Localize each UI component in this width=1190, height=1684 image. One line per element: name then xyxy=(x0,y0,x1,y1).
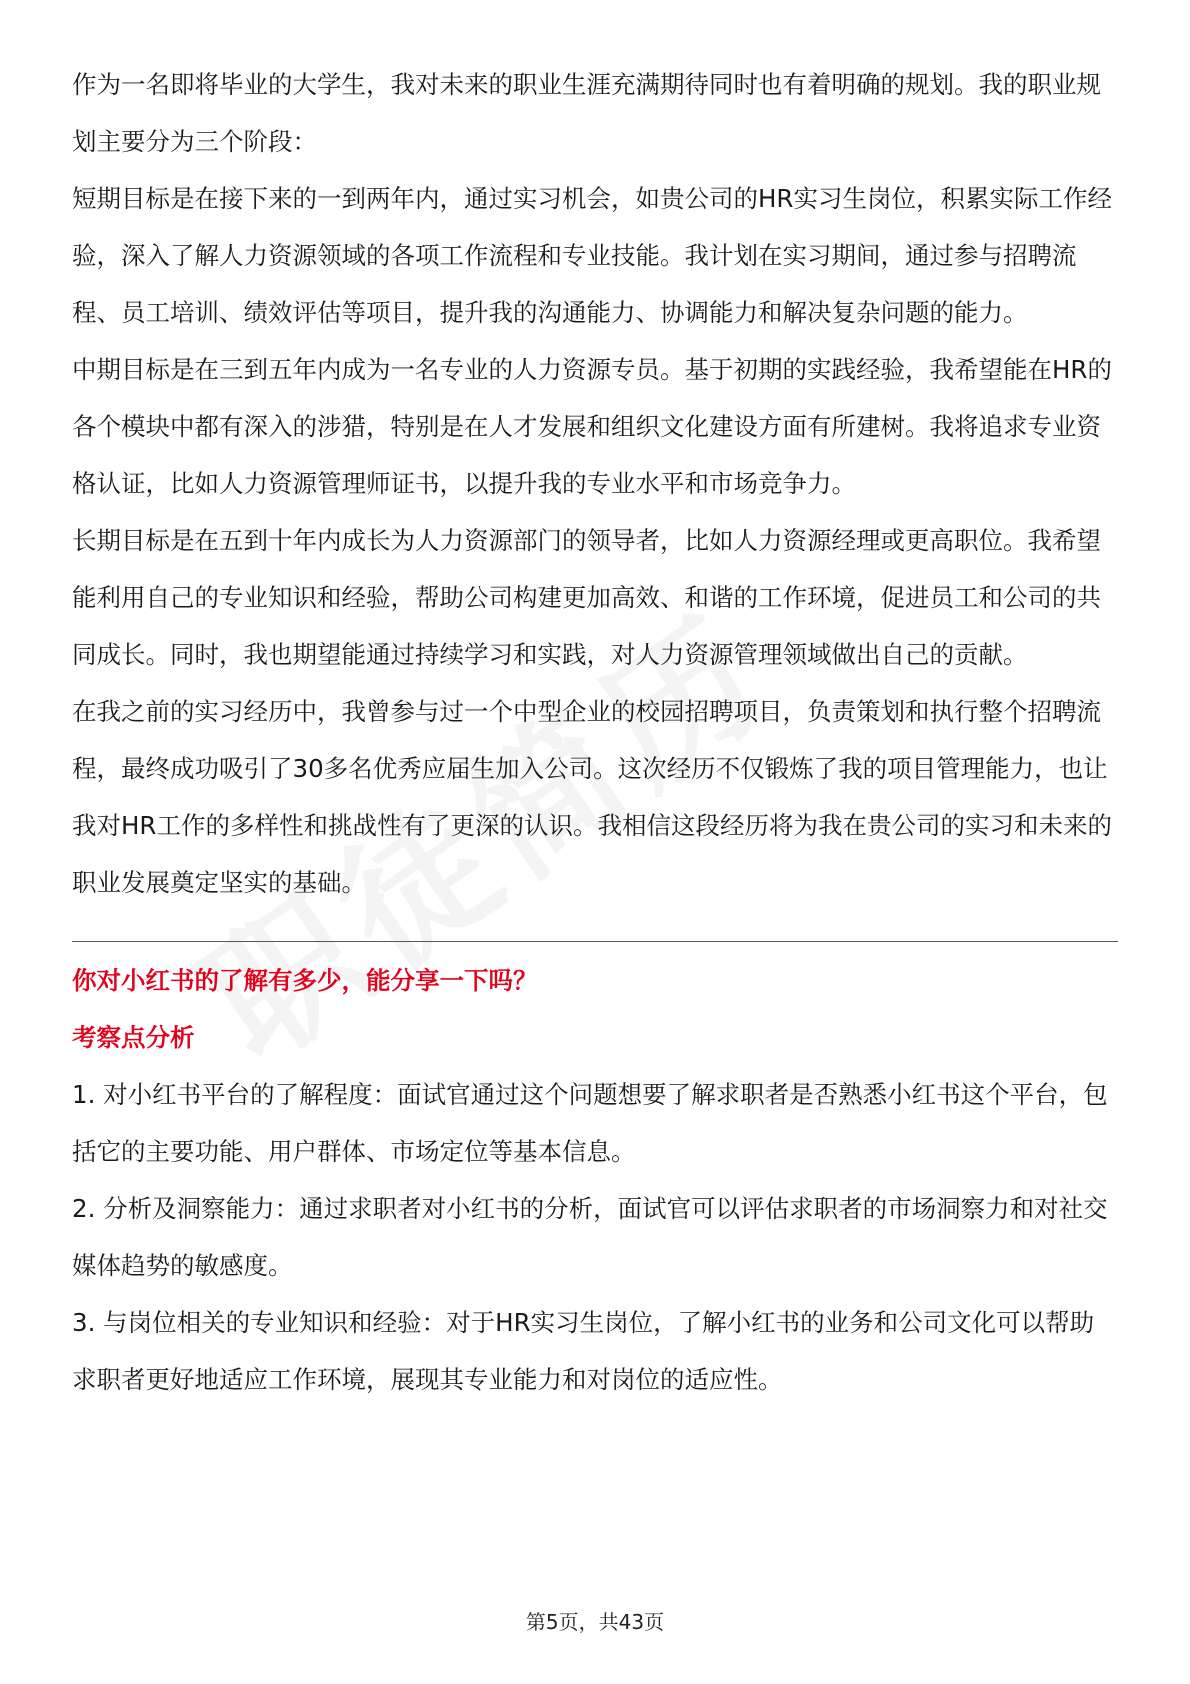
section-divider xyxy=(72,941,1118,942)
page-content xyxy=(72,56,1118,1408)
paragraph-intro: 作为一名即将毕业的大学生，我对未来的职业生涯充满期待同时也有着明确的规划。我的职业规划主要分为三个阶段： xyxy=(72,70,1101,156)
interview-question: 你对小红书的了解有多少，能分享一下吗？ xyxy=(72,966,538,995)
analysis-item: 2. 分析及洞察能力：通过求职者对小红书的分析，面试官可以评估求职者的市场洞察力和对社交媒体趋势的敏感度。 xyxy=(72,1194,1108,1280)
paragraph-mid-term: 中期目标是在三到五年内成为一名专业的人力资源专员。基于初期的实践经验，我希望能在HR的各个模块中都有深入的涉猎，特别是在人才发展和组织文化建设方面有所建树。我将追求专业资格认证，比如人力资源管理师证书，以提升我的专业水平和市场竞争力。 xyxy=(72,355,1112,498)
analysis-title: 考察点分析 xyxy=(72,1023,195,1052)
paragraph-short-term: 短期目标是在接下来的一到两年内，通过实习机会，如贵公司的HR实习生岗位，积累实际工作经验，深入了解人力资源领域的各项工作流程和专业技能。我计划在实习期间，通过参与招聘流程、员工培训、绩效评估等项目，提升我的沟通能力、协调能力和解决复杂问题的能力。 xyxy=(72,184,1112,327)
analysis-item: 3. 与岗位相关的专业知识和经验：对于HR实习生岗位，了解小红书的业务和公司文化可以帮助求职者更好地适应工作环境，展现其专业能力和对岗位的适应性。 xyxy=(72,1308,1095,1394)
paragraph-long-term: 长期目标是在五到十年内成长为人力资源部门的领导者，比如人力资源经理或更高职位。我希望能利用自己的专业知识和经验，帮助公司构建更加高效、和谐的工作环境，促进员工和公司的共同成长。同时，我也期望能通过持续学习和实践，对人力资源管理领域做出自己的贡献。 xyxy=(72,526,1101,669)
analysis-item: 1. 对小红书平台的了解程度：面试官通过这个问题想要了解求职者是否熟悉小红书这个平台，包括它的主要功能、用户群体、市场定位等基本信息。 xyxy=(72,1080,1108,1166)
page-footer: 第5页，共43页 xyxy=(525,1610,665,1634)
paragraph-experience: 在我之前的实习经历中，我曾参与过一个中型企业的校园招聘项目，负责策划和执行整个招聘流程，最终成功吸引了30多名优秀应届生加入公司。这次经历不仅锻炼了我的项目管理能力，也让我对HR工作的多样性和挑战性有了更深的认识。我相信这段经历将为我在贵公司的实习和未来的职业发展奠定坚实的基础。 xyxy=(72,697,1112,897)
